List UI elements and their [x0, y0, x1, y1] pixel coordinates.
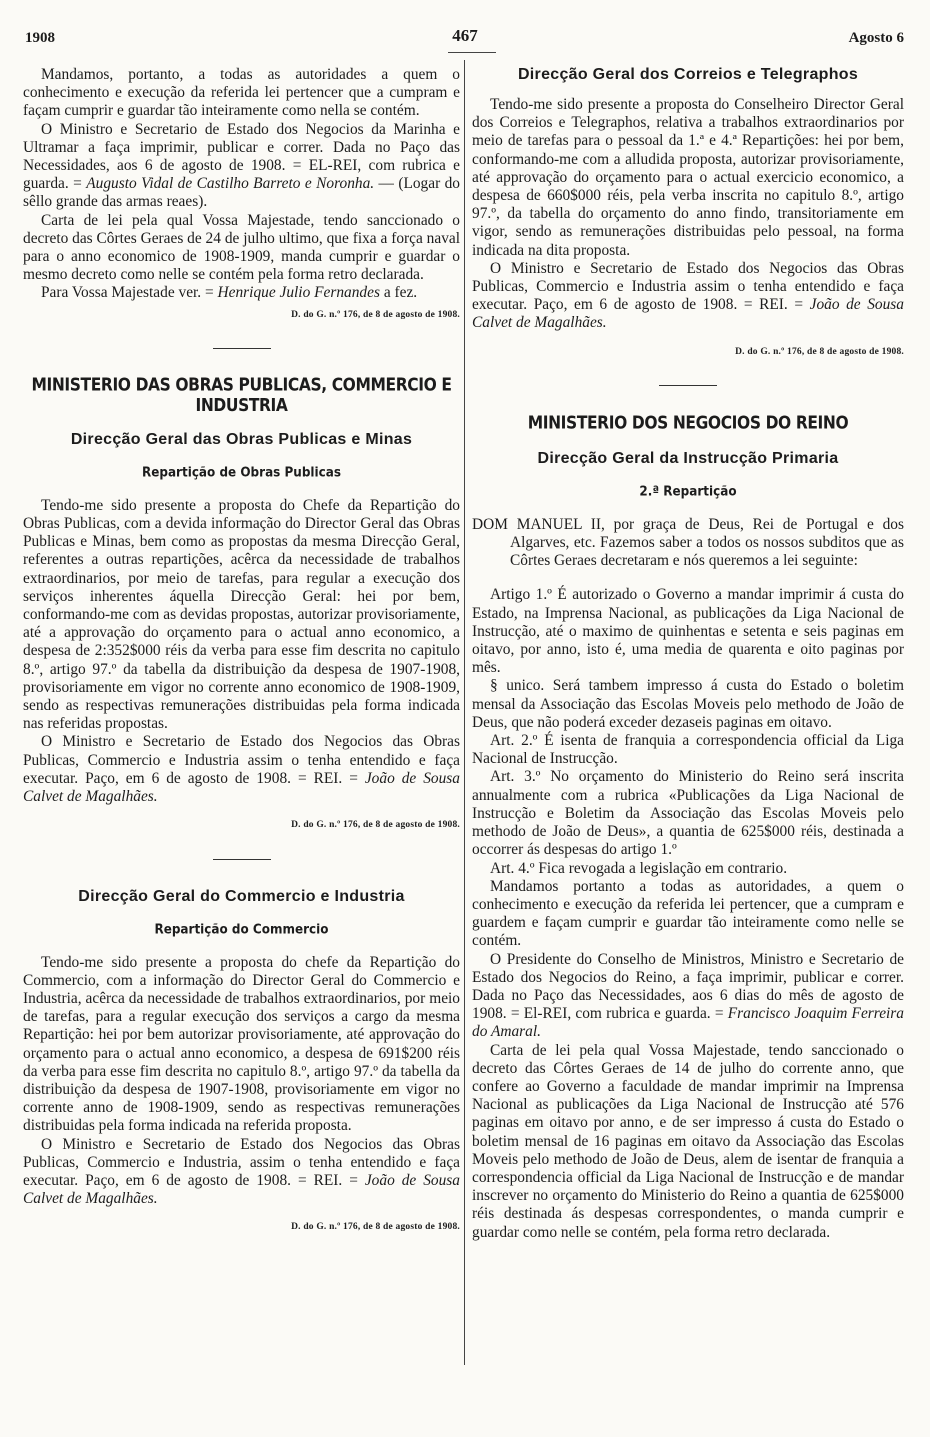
directorate-heading: Direcção Geral da Instrucção Primaria [537, 449, 839, 467]
department-heading: Repartição de Obras Publicas [141, 464, 341, 480]
signature: Augusto Vidal de Castilho Barreto e Noronha. [86, 175, 375, 193]
paragraph: Para Vossa Majestade ver. = Henrique Julio Fernandes a fez. [41, 284, 418, 302]
section-separator [213, 348, 271, 349]
paragraph: Tendo-me sido presente a proposta do Chefe da Repartição do Obras Publicas, com a devida informação do Director Geral das Obras Publicas e Minas, bem como as propostas da mesma Direcção Geral, referentes a outras repartições, acêrca da necessidade de trabalhos extraordinarios, por meio de tarefas, para regular a execução dos serviços inherentes áquella Direcção Geral: hei por bem, conformando-me com as devidas propostas, autorizar provisoriamente, até a approvação do orçamento para o actual anno economico, a despesa de 2:352$000 réis da verba para esse fim descrita no capitulo 8.º, artigo 97.º da tabella da distribuição da despesa de 1907-1908, provisoriamente em vigor no corrente anno economico de 1908-1909, sendo as respectivas remunerações distribuidas pela forma indicada nas referidas propostas. [23, 496, 460, 733]
paragraph: Tendo-me sido presente a proposta do Conselheiro Director Geral dos Correios e Telegraphos, relativa a trabalhos extraordinarios por meio de tarefas para o pessoal da 1.ª e 4.ª Repartições: hei por bem, conformando-me com a alludida proposta, autorizar provisoriamente, até approvação do orçamento para o actual exercicio economico, a despesa de 660$000 réis, pela verba inscrita no capitulo 8.º, artigo 97.º, da tabella do orçamento do anno findo, transitoriamente em vigor, sendo as remunerações distribuidas pelo pessoal, na forma indicada na dita proposta. [472, 96, 904, 259]
column-divider [464, 60, 465, 1365]
signature: Henrique Julio Fernandes [217, 284, 380, 302]
signature: João de Sousa Calvet de Magalhães. [23, 769, 460, 806]
signature: João de Sousa Calvet de Magalhães. [23, 1171, 460, 1208]
source-citation: D. do G. n.º 176, de 8 de agosto de 1908. [291, 1222, 460, 1233]
directorate-heading: Direcção Geral das Obras Publicas e Minas [70, 430, 413, 448]
section-separator [213, 859, 271, 860]
year-header: 1908 [25, 30, 55, 46]
article-paragraph: § unico. Será tambem impresso á custa do Estado o boletim mensal da Associação das Escolas Moveis pelo methodo de João de Deus, que não poderá exceder dezaseis paginas em oitavo. [472, 677, 904, 731]
paragraph: Mandamos, portanto, a todas as autoridades a quem o conhecimento e execução da referida lei pertencer que a cumpram e façam cumprir e guardar tão inteiramente como nella se contém. [23, 66, 460, 120]
ministry-heading: MINISTERIO DAS OBRAS PUBLICAS, COMMERCIO E INDUSTRIA [31, 374, 452, 416]
paragraph: O Ministro e Secretario de Estado dos Negocios das Obras Publicas, Commercio e Industria assim o tenha entendido e faça executar. Paço, em 6 de agosto de 1908. = REI. = João de Sousa Calvet de Magalhães. [472, 259, 904, 332]
paragraph: O Presidente do Conselho de Ministros, Ministro e Secretario de Estado dos Negocios do Reino, a faça imprimir, publicar e correr. Dada no Paço das Necessidades, aos 6 dias do mês de agosto de 1908. = El-REI, com rubrica e guarda. = Francisco Joaquim Ferreira do Amaral. [472, 950, 904, 1041]
source-citation: D. do G. n.º 176, de 8 de agosto de 1908. [291, 820, 460, 831]
page-number-rule [448, 52, 496, 53]
directorate-heading: Direcção Geral do Commercio e Industria [78, 887, 405, 905]
article: Art. 4.º Fica revogada a legislação em contrario. [490, 859, 788, 877]
date-header: Agosto 6 [848, 30, 904, 46]
royal-preamble: DOM MANUEL II, por graça de Deus, Rei de Portugal e dos Algarves, etc. Fazemos saber a todos os nossos subditos que as Côrtes Geraes decretaram e nós queremos a lei seguinte: [472, 515, 904, 570]
directorate-heading: Direcção Geral dos Correios e Telegraphos [517, 66, 859, 83]
left-column [23, 66, 460, 1237]
paragraph: O Ministro e Secretario de Estado dos Negocios das Obras Publicas, Commercio e Industria assim o tenha entendido e faça executar. Paço, em 6 de agosto de 1908. = REI. = João de Sousa Calvet de Magalhães. [23, 733, 460, 806]
department-heading: 2.ª Repartição [639, 483, 737, 499]
signature: João de Sousa Calvet de Magalhães. [472, 296, 904, 332]
page-number: 467 [452, 26, 478, 45]
article: Art. 2.º É isenta de franquia a correspondencia official da Liga Nacional de Instrucção. [472, 732, 904, 768]
article: Art. 3.º No orçamento do Ministerio do Reino será inscrita annualmente com a rubrica «Publicações da Liga Nacional de Instrucção e Boletim da Associação das Escolas Moveis pelo methodo de João de Deus», a quantia de 625$000 réis, destinada a occorrer ás despesas do artigo 1.º [472, 768, 904, 859]
paragraph: Mandamos portanto a todas as autoridades, a quem o conhecimento e execução da referida lei pertencer, que a cumpram e guardem e façam cumprir e guardar tão inteiramente como nelle se contém. [472, 877, 904, 950]
department-heading: Repartição do Commercio [154, 920, 329, 937]
paragraph: Tendo-me sido presente a proposta do chefe da Repartição do Commercio, com a informação do Director Geral do Commercio e Industria, acêrca da necessidade de trabalhos extraordinarios, por meio de tarefas, para a regular execução dos serviços a cargo da mesma Repartição: hei por bem autorizar provisoriamente, até approvação do orçamento para o actual anno economico, a despesa de 691$200 réis da verba para esse fim descrita no capitulo 8.º, artigo 97.º da tabella da distribuição da despesa de 1907-1908, provisoriamente em vigor no corrente anno de 1908-1909, sendo as respectivas remunerações distribuidas pela forma indicada na referida proposta. [23, 953, 460, 1135]
paragraph: Carta de lei pela qual Vossa Majestade, tendo sanccionado o decreto das Côrtes Geraes de 14 de julho do corrente anno, que confere ao Governo a faculdade de mandar imprimir na Imprensa Nacional as publicações da Liga Nacional de Instrucção até 576 paginas em oitavo por anno, e de ser impresso á custa do Estado o boletim mensal de 16 paginas em oitavo da Associação das Escolas Moveis pelo methodo de João de Deus, alem de isentar de franquia a correspondencia official da Liga Nacional de Instrucção e de mandar inscrever no orçamento do Ministerio do Reino a quantia de 625$000 réis destinada ás despesas correspondentes, o manda cumprir e guardar como nelle se contém, pela forma retro declarada. [472, 1041, 904, 1241]
right-column [472, 66, 904, 1242]
source-citation: D. do G. n.º 176, de 8 de agosto de 1908. [735, 346, 904, 357]
section-separator [659, 385, 717, 386]
paragraph: O Ministro e Secretario de Estado dos Negocios das Obras Publicas, Commercio e Industria, assim o tenha entendido e faça executar. Paço, em 6 de agosto de 1908. = REI. = João de Sousa Calvet de Magalhães. [23, 1135, 460, 1208]
source-citation: D. do G. n.º 176, de 8 de agosto de 1908. [291, 309, 460, 320]
paragraph: O Ministro e Secretario de Estado dos Negocios da Marinha e Ultramar a faça imprimir, publicar e correr. Dada no Paço das Necessidades, aos 6 de agosto de 1908. = EL-REI, com rubrica e guarda. = Augusto Vidal de Castilho Barreto e Noronha. — (Logar do sêllo grande das armas reaes). [23, 120, 461, 211]
paragraph: Carta de lei pela qual Vossa Majestade, tendo sanccionado o decreto das Côrtes Geraes de 24 de julho ultimo, que fixa a força naval para o anno economico de 1908-1909, manda cumprir e guardar o mesmo decreto como nelle se contém pela forma retro declarada. [23, 211, 460, 284]
signature: Francisco Joaquim Ferreira do Amaral. [472, 1005, 904, 1041]
article: Artigo 1.º É autorizado o Governo a mandar imprimir á custa do Estado, na Imprensa Nacional, as publicações da Liga Nacional de Instrucção, até o maximo de quinhentas e setenta e seis paginas em oitavo, por anno, isto é, uma media de quarenta e oito paginas por mês. [472, 586, 904, 677]
ministry-heading: MINISTERIO DOS NEGOCIOS DO REINO [527, 412, 849, 434]
